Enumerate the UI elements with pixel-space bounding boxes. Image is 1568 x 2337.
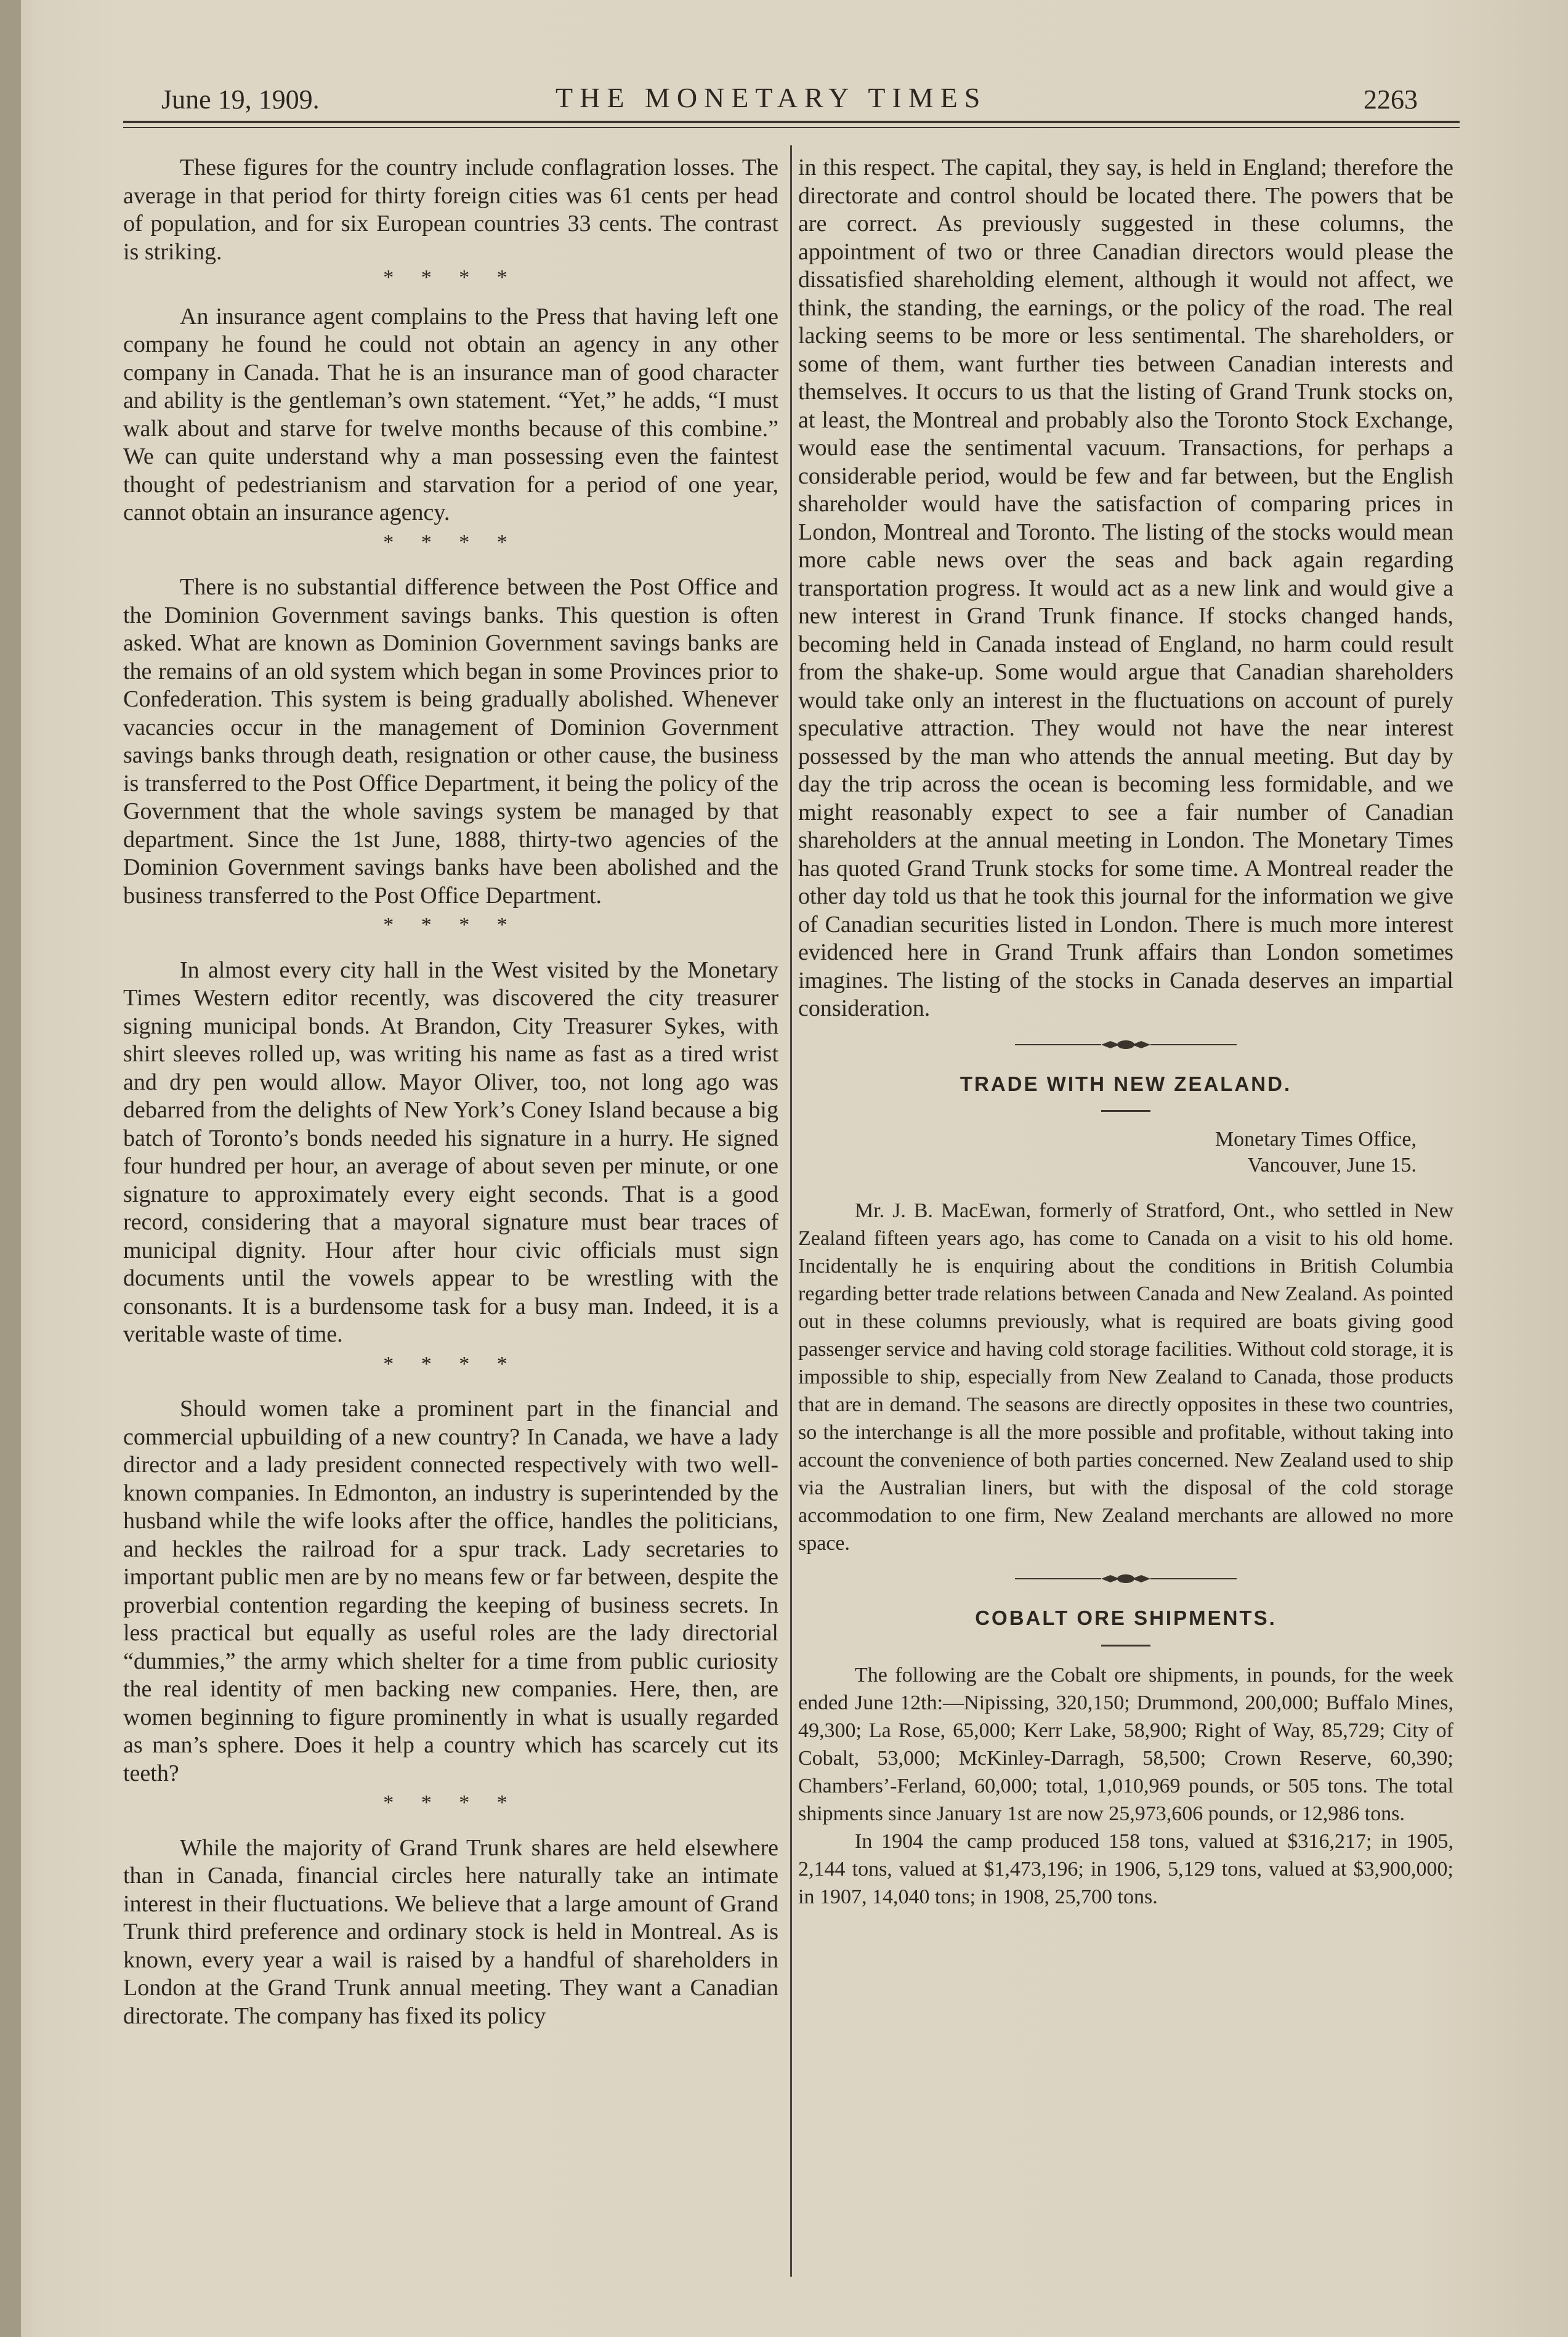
cobalt-article-body: In 1904 the camp produced 158 tons, valued at $316,217; in 1905, 2,144 tons, valued at $1,473,196; in 1906, 5,129 tons, valued at $3,900,000; in 1907, 14,040 tons; in 1908, 25,700 tons. [798, 1829, 1453, 1908]
article-paragraph: While the majority of Grand Trunk shares are held elsewhere than in Canada, financial circles here naturally take an intimate interest in their fluctuations. We believe that a large amount of Grand Trunk third preference and ordinary stock is held in Montreal. As is known, every year a wail is raised by a handful of shareholders in London at the Grand Trunk annual meeting. They want a Canadian directorate. The company has fixed its policy [123, 1834, 778, 2029]
column-divider [790, 145, 792, 2277]
section-separator-stars: * * * * [383, 1352, 519, 1375]
header-title: THE MONETARY TIMES [556, 82, 987, 113]
section-separator-stars: * * * * [383, 266, 519, 289]
article-paragraph: These figures for the country include conflagration losses. The average in that period for thirty foreign cities was 61 cents per head of population, and for six European countries 33 cents. The contrast is striking. [123, 155, 778, 265]
trade-article-body: Mr. J. B. MacEwan, formerly of Stratford, Ont., who settled in New Zealand fifteen years ago, has come to Canada on a visit to his old home. Incidentally he is enquiring about the conditions in British Columbia regarding better trade relations between Canada and New Zealand. As pointed out in these columns previously, what is required are boats giving good passenger service and having cold storage facilities. Without cold storage, it is impossible to ship, especially from New Zealand to Canada, those products that are in demand. The seasons are directly opposites in these two countries, so the interchange is all the more possible and profitable, without taking into account the convenience of both parties concerned. New Zealand used to ship via the Australian liners, but with the disposal of the cold storage accommodation to one firm, New Zealand merchants are allowed no more space. [798, 1199, 1453, 1555]
title-underline [1101, 1110, 1150, 1112]
dateline-place: Vancouver, June 15. [1247, 1154, 1416, 1177]
left-column [123, 154, 778, 2030]
trade-section-title: TRADE WITH NEW ZEALAND. [960, 1072, 1292, 1095]
header-rule-thin [123, 127, 1460, 128]
ornament-divider-icon [1015, 1572, 1237, 1586]
title-underline [1101, 1645, 1150, 1646]
cobalt-section-title: COBALT ORE SHIPMENTS. [975, 1606, 1277, 1629]
header-date: June 19, 1909. [161, 84, 320, 115]
article-paragraph: An insurance agent complains to the Press that having left one company he found he could not obtain an agency in any other company in Canada. That he is an insurance man of good character and ability is the gentleman’s own statement. “Yet,” he adds, “I must walk about and starve for twelve months because of this combine.” We can quite understand why a man possessing even the faintest thought of pedestrianism and starvation for a period of one year, cannot obtain an insurance agency. [123, 303, 778, 525]
article-paragraph: Should women take a prominent part in the financial and commercial upbuilding of a new country? In Canada, we have a lady director and a lady president connected respectively with two well-known companies. In Edmonton, an industry is superintended by the husband while the wife looks after the office, handles the politicians, and heckles the railroad for a spur track. Lady secretaries to important public men are by no means few or far between, despite the proverbial contention regarding the keeping of business secrets. In less practical but equally as useful roles are the lady directorial “dummies,” the army which shelter for a time from public curiosity the real identity of men backing new companies. Here, then, are women beginning to figure prominently in what is usually regarded as man’s sphere. Does it help a country which has scarcely cut its teeth? [123, 1396, 778, 1786]
header-rule-thick [123, 121, 1460, 123]
header-page-number: 2263 [1364, 84, 1418, 115]
section-separator-stars: * * * * [383, 913, 519, 936]
page-binding-edge [0, 0, 21, 2337]
ornament-divider-icon [1015, 1038, 1237, 1051]
dateline-office: Monetary Times Office, [1214, 1128, 1416, 1151]
article-paragraph: In almost every city hall in the West visited by the Monetary Times Western editor recently, was discovered the city treasurer signing municipal bonds. At Brandon, City Treasurer Sykes, with shirt sleeves rolled up, was writing his name as fast as a tired wrist and dry pen would allow. Mayor Oliver, too, not long ago was debarred from the delights of New York’s Coney Island because a big batch of Toronto’s bonds needed his signature in a hurry. He signed four hundred per hour, an average of about seven per minute, or one signature to approximately every eight seconds. That is a good record, considering that a mayoral signature must bear traces of municipal dignity. Hour after hour civic officials must sign documents until the vowels appear to be wrestling with the consonants. It is a burdensome task for a busy man. Indeed, it is a veritable waste of time. [123, 957, 778, 1347]
page-header [161, 79, 1418, 116]
cobalt-article-body: The following are the Cobalt ore shipments, in pounds, for the week ended June 12th:—Nipissing, 320,150; Drummond, 200,000; Buffalo Mines, 49,300; La Rose, 65,000; Kerr Lake, 58,900; Right of Way, 85,729; City of Cobalt, 53,000; McKinley-Darragh, 58,500; Crown Reserve, 60,390; Chambers’-Ferland, 60,000; total, 1,010,969 pounds, or 505 tons. The total shipments since January 1st are now 25,973,606 pounds, or 12,986 tons. [798, 1663, 1453, 1825]
article-continuation: in this respect. The capital, they say, is held in England; therefore the directorate and control should be located there. The powers that be are correct. As previously suggested in these columns, the appointment of two or three Canadian directors would please the dissatisfied shareholding element, although it would not affect, we think, the standing, the earnings, or the policy of the road. The real lacking seems to be more or less sentimental. The shareholders, or some of them, want further ties between Canadian interests and themselves. It occurs to us that the listing of Grand Trunk stocks on, at least, the Montreal and probably also the Toronto Stock Exchange, would ease the sentimental vacuum. Transactions, for perhaps a considerable period, would be few and far between, but the English shareholder would have the satisfaction of comparing prices in London, Montreal and Toronto. The listing of the stocks would mean more cable news over the seas and back again regarding transportation progress. It would act as a new link and would give a new interest in Grand Trunk finance. If stocks changed hands, becoming held in Canada instead of England, no harm could result from the shake-up. Some would argue that Canadian shareholders would take only an interest in the fluctuations on account of purely speculative attraction. They would not have the near interest possessed by the man who attends the annual meeting. But day by day the trip across the ocean is becoming less formidable, and we might reasonably expect to see a fair number of Canadian shareholders at the annual meeting in London. The Monetary Times has quoted Grand Trunk stocks for some time. A Montreal reader the other day told us that he took this journal for the information we give of Canadian securities listed in London. There is much more interest evidenced here in Grand Trunk affairs than London sometimes imagines. The listing of the stocks in Canada deserves an impartial consideration. [798, 155, 1453, 1021]
trade-dateline [798, 1127, 1416, 1178]
section-separator-stars: * * * * [383, 1791, 519, 1814]
right-column [798, 154, 1453, 1911]
article-paragraph: There is no substantial difference between the Post Office and the Dominion Government savings banks. This question is often asked. What are known as Dominion Government savings banks are the remains of an old system which began in some Provinces prior to Confederation. This system is being gradually abolished. Whenever vacancies occur in the management of Dominion Government savings banks through death, resignation or other cause, the business is transferred to the Post Office Department, it being the policy of the Government that the whole savings system be managed by that department. Since the 1st June, 1888, thirty-two agencies of the Dominion Government savings banks have been abolished and the business transferred to the Post Office Department. [123, 574, 778, 909]
section-separator-stars: * * * * [383, 530, 519, 554]
